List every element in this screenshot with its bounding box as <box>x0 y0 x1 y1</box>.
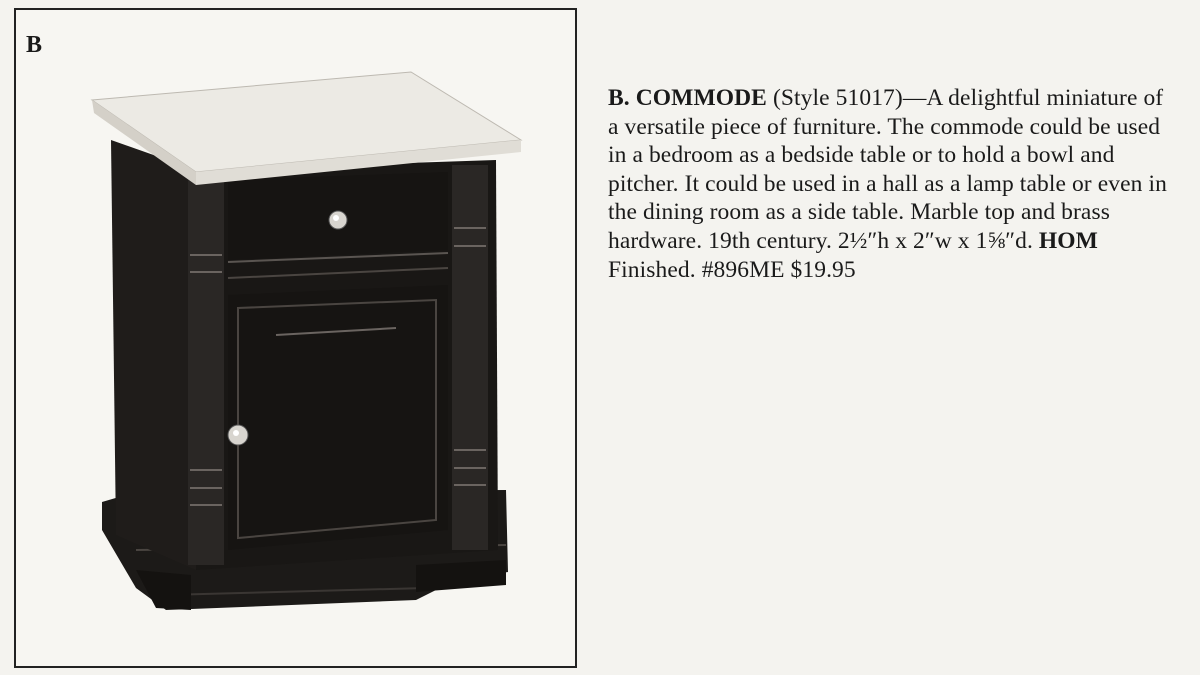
product-style-text: (Style 51017)—A delightful miniature of a versatile piece of furniture. The commode could be used in a bedroom as a bedside table or to hold a bowl and pitcher. It could be used in a hall as a lamp table or even in the dining room as a side table. Marble top and brass hardware. 19th century. 2½″h x 2″w x 1⅝″d. <box>608 85 1167 254</box>
commode-illustration <box>16 10 575 666</box>
photo-letter: B <box>26 32 43 58</box>
commode-foot-right <box>416 560 506 592</box>
description-paragraph <box>608 84 1168 284</box>
brand-label: HOM <box>1038 227 1098 254</box>
product-photo-frame <box>14 8 577 668</box>
pilaster-right <box>452 165 488 550</box>
finish-price-text: Finished. #896ME $19.95 <box>608 256 856 283</box>
commode-side <box>111 140 196 570</box>
product-heading: B. COMMODE <box>608 85 767 111</box>
commode-door <box>228 285 448 550</box>
product-description <box>608 84 1168 284</box>
